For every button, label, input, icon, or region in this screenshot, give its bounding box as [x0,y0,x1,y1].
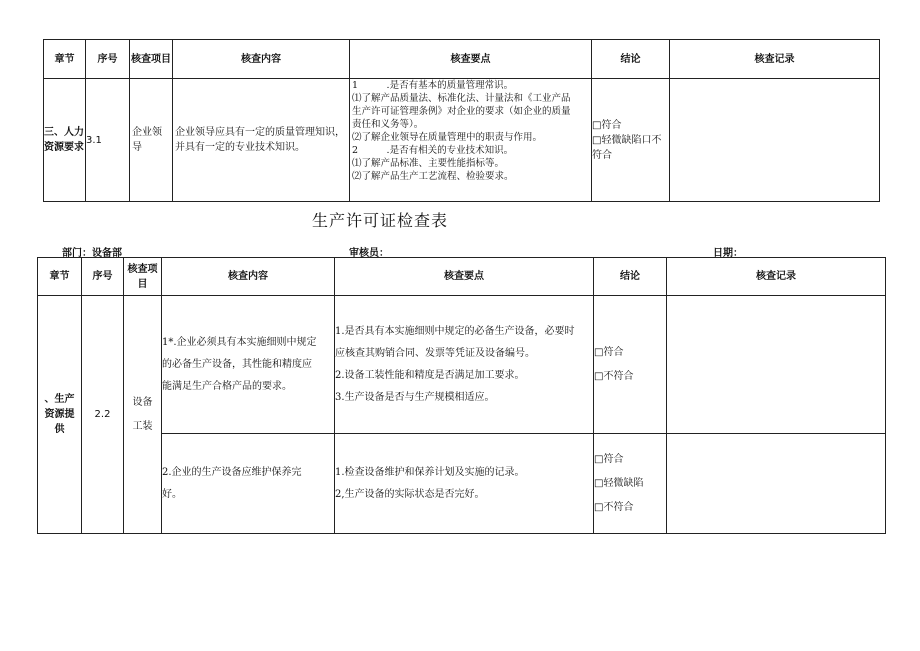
date-label: 日期： [713,248,743,259]
department-label: 部门：设备部 [62,248,122,259]
header-chapter: 章节 [44,40,86,79]
point-line: 责任和义务等）。 [352,119,424,130]
reviewer-label: 审核员： [349,248,389,259]
header-conclusion: 结论 [594,258,667,296]
point-line: ⑴了解产品质量法、标准化法、计量法和《工业产品 [352,93,571,104]
header-points: 核查要点 [350,40,592,79]
content-line: 能满足生产合格产品的要求。 [162,380,292,392]
content-line: 好。 [162,488,182,500]
inspection-table-2 [37,257,886,534]
header-item: 核查项目 [124,258,162,296]
checkbox-conform[interactable]: □符合 [594,453,624,465]
item-cell [124,296,162,534]
number-cell: 3.1 [86,79,130,202]
content-line: 的必备生产设备，其性能和精度应 [162,358,312,370]
checkbox-minor-defect[interactable]: □轻微缺陷 [594,477,644,489]
header-chapter: 章节 [38,258,82,296]
table-row [38,296,886,434]
point-line: 1.检查设备维护和保养计划及实施的记录。 [335,466,525,478]
page-title: 生产许可证检查表 [311,211,448,230]
table-header-row [38,258,886,296]
record-cell[interactable] [667,296,886,434]
chapter-line: 、生产 [44,394,75,405]
item-line: 设备 [132,396,153,408]
chapter-cell [38,296,82,534]
content-cell: 企业领导应具有一定的质量管理知识，并具有一定的专业技术知识。 [173,79,350,202]
point-line: 2,生产设备的实际状态是否完好。 [335,488,485,500]
item-line: 工装 [132,420,153,432]
chapter-line: 资源提 [44,409,75,420]
chapter-line: 供 [54,424,65,435]
points-cell [335,434,594,534]
header-number: 序号 [82,258,124,296]
points-cell [350,79,592,202]
point-line: 2.设备工装性能和精度是否满足加工要求。 [335,369,525,381]
inspection-table-1 [43,39,880,202]
header-conclusion: 结论 [592,40,670,79]
checkbox-nonconform[interactable]: □不符合 [594,501,634,513]
points-cell [335,296,594,434]
header-record: 核查记录 [667,258,886,296]
header-record: 核查记录 [670,40,880,79]
content-cell [162,434,335,534]
point-line: 应核查其购销合同、发票等凭证及设备编号。 [335,347,535,359]
content-cell [162,296,335,434]
header-points: 核查要点 [335,258,594,296]
chapter-cell: 三、人力资源要求 [44,79,86,202]
checkbox-conform[interactable]: □符合 [592,119,622,131]
header-content: 核查内容 [173,40,350,79]
header-content: 核查内容 [162,258,335,296]
table-row [38,434,886,534]
conclusion-text: 符合 [592,149,612,161]
header-item: 核查项目 [130,40,173,79]
content-line: 1*.企业必须具有本实施细则中规定 [162,336,317,348]
conclusion-cell [594,296,667,434]
point-line: 3.生产设备是否与生产规模相适应。 [335,391,495,403]
table-row [44,79,880,202]
conclusion-cell [592,79,670,202]
point-line: ⑴了解产品标准、主要性能指标等。 [352,158,505,169]
record-cell[interactable] [667,434,886,534]
table-header-row [44,40,880,79]
record-cell[interactable] [670,79,880,202]
checkbox-nonconform[interactable]: □不符合 [594,370,634,382]
point-line: 1 .是否有基本的质量管理常识。 [352,80,514,91]
point-line: 2 .是否有相关的专业技术知识。 [352,145,514,156]
point-line: ⑵了解企业领导在质量管理中的职责与作用。 [352,132,543,143]
item-cell: 企业领导 [130,79,173,202]
point-line: 1.是否具有本实施细则中规定的必备生产设备，必要时 [335,325,575,337]
header-number: 序号 [86,40,130,79]
point-line: ⑵了解产品生产工艺流程、检验要求。 [352,171,514,182]
checkbox-minor-defect[interactable]: □轻微缺陷口不 [592,134,662,146]
number-cell: 2.2 [82,296,124,534]
content-line: 2.企业的生产设备应维护保养完 [162,466,302,478]
conclusion-cell [594,434,667,534]
point-line: 生产许可证管理条例》对企业的要求（如企业的质量 [352,106,571,117]
checkbox-conform[interactable]: □符合 [594,346,624,358]
